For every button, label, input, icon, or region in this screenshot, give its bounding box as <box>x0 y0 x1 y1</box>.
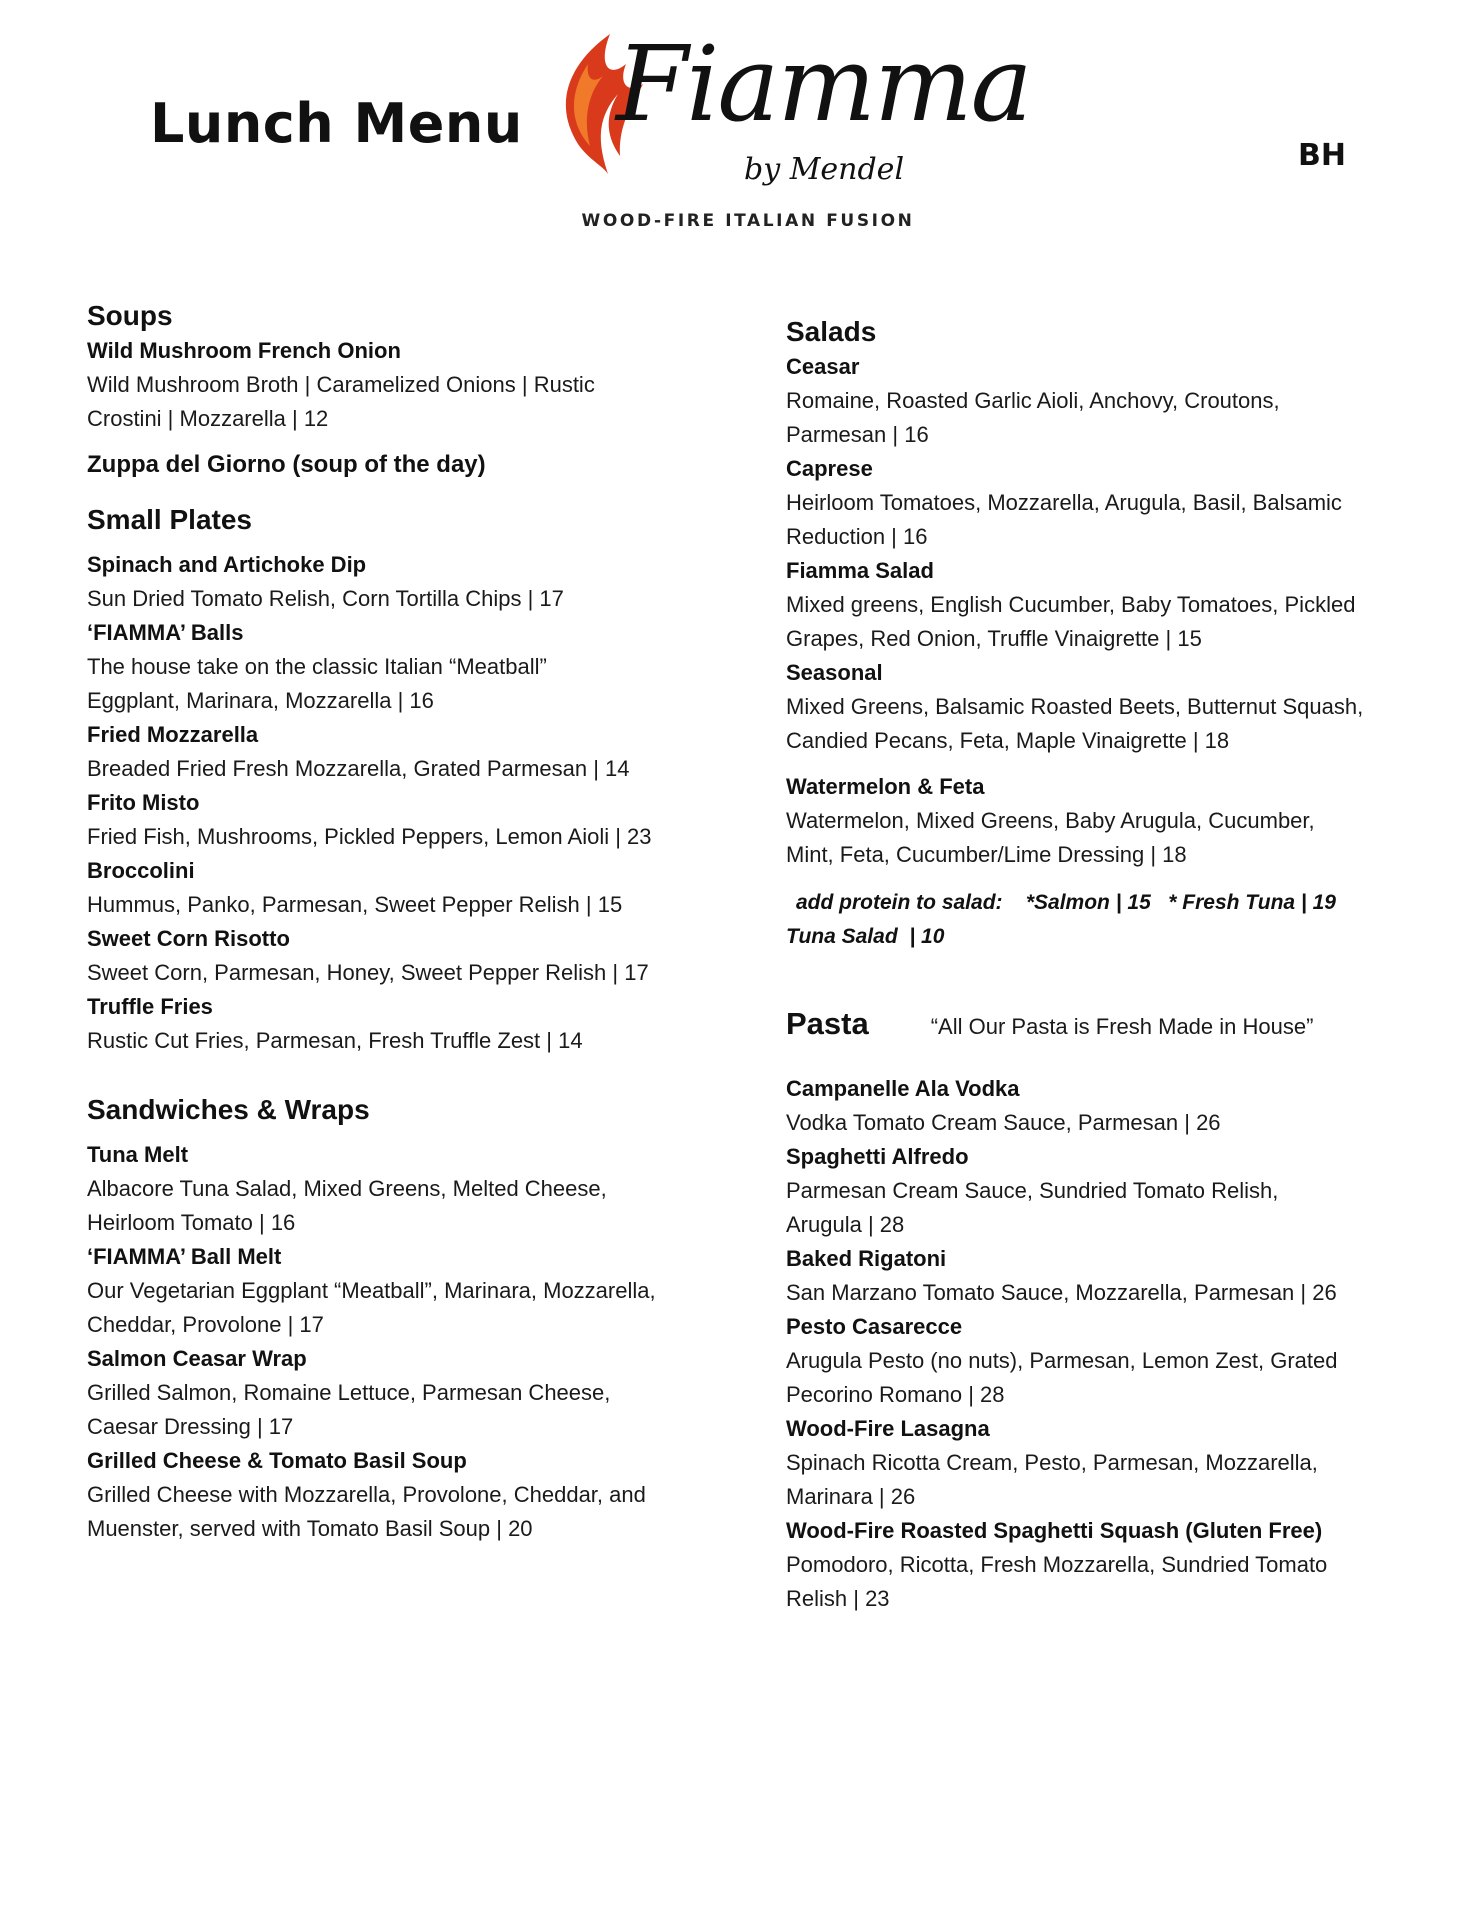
item-desc: Vodka Tomato Cream Sauce, Parmesan | 26 <box>786 1110 1221 1135</box>
section-title-sandwiches: Sandwiches & Wraps <box>87 1094 370 1125</box>
item-name: Grilled Cheese & Tomato Basil Soup <box>87 1448 467 1473</box>
item-desc: Caesar Dressing | 17 <box>87 1414 294 1439</box>
item-desc: Arugula Pesto (no nuts), Parmesan, Lemon Zest, Grated <box>786 1348 1338 1373</box>
protein-addon <box>786 886 1446 954</box>
item-desc: The house take on the classic Italian “Meatball” <box>87 654 547 679</box>
logo-script: Fiamma <box>616 23 1031 145</box>
section-title-soups: Soups <box>87 300 173 331</box>
left-column <box>87 298 747 1546</box>
item-desc: Our Vegetarian Eggplant “Meatball”, Marinara, Mozzarella, <box>87 1278 656 1303</box>
item-name: Wood-Fire Roasted Spaghetti Squash (Gluten Free) <box>786 1518 1323 1543</box>
item-desc: Grilled Salmon, Romaine Lettuce, Parmesan Cheese, <box>87 1380 611 1405</box>
item-desc: Heirloom Tomatoes, Mozzarella, Arugula, Basil, Balsamic <box>786 490 1342 515</box>
protein-line: add protein to salad: *Salmon | 15 * Fresh Tuna | 19 <box>796 891 1336 914</box>
item-name: Seasonal <box>786 660 883 685</box>
item-desc: Mixed Greens, Balsamic Roasted Beets, Butternut Squash, <box>786 694 1364 719</box>
item-desc: Grilled Cheese with Mozzarella, Provolone, Cheddar, and <box>87 1482 646 1507</box>
item-name: Salmon Ceasar Wrap <box>87 1346 307 1371</box>
right-column <box>786 314 1446 1616</box>
pasta-header <box>786 1006 1446 1042</box>
item-desc: Sun Dried Tomato Relish, Corn Tortilla Chips | 17 <box>87 586 564 611</box>
menu-item <box>87 334 747 436</box>
item-desc: Rustic Cut Fries, Parmesan, Fresh Truffle Zest | 14 <box>87 1028 583 1053</box>
item-desc: Watermelon, Mixed Greens, Baby Arugula, Cucumber, <box>786 808 1315 833</box>
item-name: Wood-Fire Lasagna <box>786 1416 990 1441</box>
item-name: Fiamma Salad <box>786 558 934 583</box>
restaurant-logo <box>548 23 1031 244</box>
section-title-salads: Salads <box>786 316 877 347</box>
item-desc: Parmesan Cream Sauce, Sundried Tomato Relish, <box>786 1178 1279 1203</box>
item-desc: Pomodoro, Ricotta, Fresh Mozzarella, Sundried Tomato <box>786 1552 1328 1577</box>
logo-tagline: WOOD-FIRE ITALIAN FUSION <box>581 211 915 231</box>
item-desc: Fried Fish, Mushrooms, Pickled Peppers, Lemon Aioli | 23 <box>87 824 652 849</box>
location-code: BH <box>1298 138 1346 173</box>
section-title-pasta: Pasta <box>786 1006 869 1041</box>
item-desc: Grapes, Red Onion, Truffle Vinaigrette | 15 <box>786 626 1202 651</box>
item-desc: Candied Pecans, Feta, Maple Vinaigrette | 18 <box>786 728 1230 753</box>
item-name: Spinach and Artichoke Dip <box>87 552 367 577</box>
item-desc: San Marzano Tomato Sauce, Mozzarella, Parmesan | 26 <box>786 1280 1337 1305</box>
small-plates-list <box>87 548 747 1058</box>
soup-of-the-day: Zuppa del Giorno (soup of the day) <box>87 451 486 478</box>
item-name: Wild Mushroom French Onion <box>87 338 401 363</box>
item-desc: Cheddar, Provolone | 17 <box>87 1312 324 1337</box>
pasta-note: “All Our Pasta is Fresh Made in House” <box>930 1014 1314 1039</box>
item-desc: Mint, Feta, Cucumber/Lime Dressing | 18 <box>786 842 1187 867</box>
item-desc: Romaine, Roasted Garlic Aioli, Anchovy, Croutons, <box>786 388 1280 413</box>
item-desc: Wild Mushroom Broth | Caramelized Onions | Rustic <box>87 372 595 397</box>
item-desc: Crostini | Mozzarella | 12 <box>87 406 329 431</box>
protein-line: Tuna Salad | 10 <box>786 925 945 948</box>
section-title-small-plates: Small Plates <box>87 504 252 535</box>
item-desc: Reduction | 16 <box>786 524 928 549</box>
item-desc: Relish | 23 <box>786 1586 890 1611</box>
sandwiches-list <box>87 1138 747 1546</box>
item-desc: Hummus, Panko, Parmesan, Sweet Pepper Relish | 15 <box>87 892 623 917</box>
item-desc: Parmesan | 16 <box>786 422 929 447</box>
item-name: Campanelle Ala Vodka <box>786 1076 1020 1101</box>
item-desc: Muenster, served with Tomato Basil Soup | 20 <box>87 1516 533 1541</box>
item-name: Ceasar <box>786 354 860 379</box>
item-desc: Albacore Tuna Salad, Mixed Greens, Melted Cheese, <box>87 1176 607 1201</box>
item-name: Truffle Fries <box>87 994 213 1019</box>
item-desc: Eggplant, Marinara, Mozzarella | 16 <box>87 688 434 713</box>
item-desc: Arugula | 28 <box>786 1212 905 1237</box>
salads-list <box>786 350 1446 872</box>
item-name: Fried Mozzarella <box>87 722 259 747</box>
item-desc: Heirloom Tomato | 16 <box>87 1210 296 1235</box>
item-name: Spaghetti Alfredo <box>786 1144 969 1169</box>
item-desc: Marinara | 26 <box>786 1484 916 1509</box>
item-name: Sweet Corn Risotto <box>87 926 290 951</box>
item-desc: Spinach Ricotta Cream, Pesto, Parmesan, Mozzarella, <box>786 1450 1318 1475</box>
item-desc: Pecorino Romano | 28 <box>786 1382 1005 1407</box>
logo-by-mendel: by Mendel <box>744 152 905 187</box>
item-desc: Mixed greens, English Cucumber, Baby Tomatoes, Pickled <box>786 592 1356 617</box>
item-name: ‘FIAMMA’ Balls <box>87 620 244 645</box>
item-name: Pesto Casarecce <box>786 1314 963 1339</box>
page-title: Lunch Menu <box>150 92 523 155</box>
item-desc: Breaded Fried Fresh Mozzarella, Grated Parmesan | 14 <box>87 756 630 781</box>
item-name: Frito Misto <box>87 790 200 815</box>
item-name: Tuna Melt <box>87 1142 189 1167</box>
item-desc: Sweet Corn, Parmesan, Honey, Sweet Pepper Relish | 17 <box>87 960 649 985</box>
item-name: Baked Rigatoni <box>786 1246 947 1271</box>
pasta-list <box>786 1072 1446 1616</box>
item-name: Watermelon & Feta <box>786 774 985 799</box>
item-name: ‘FIAMMA’ Ball Melt <box>87 1244 282 1269</box>
item-name: Broccolini <box>87 858 195 883</box>
item-name: Caprese <box>786 456 873 481</box>
